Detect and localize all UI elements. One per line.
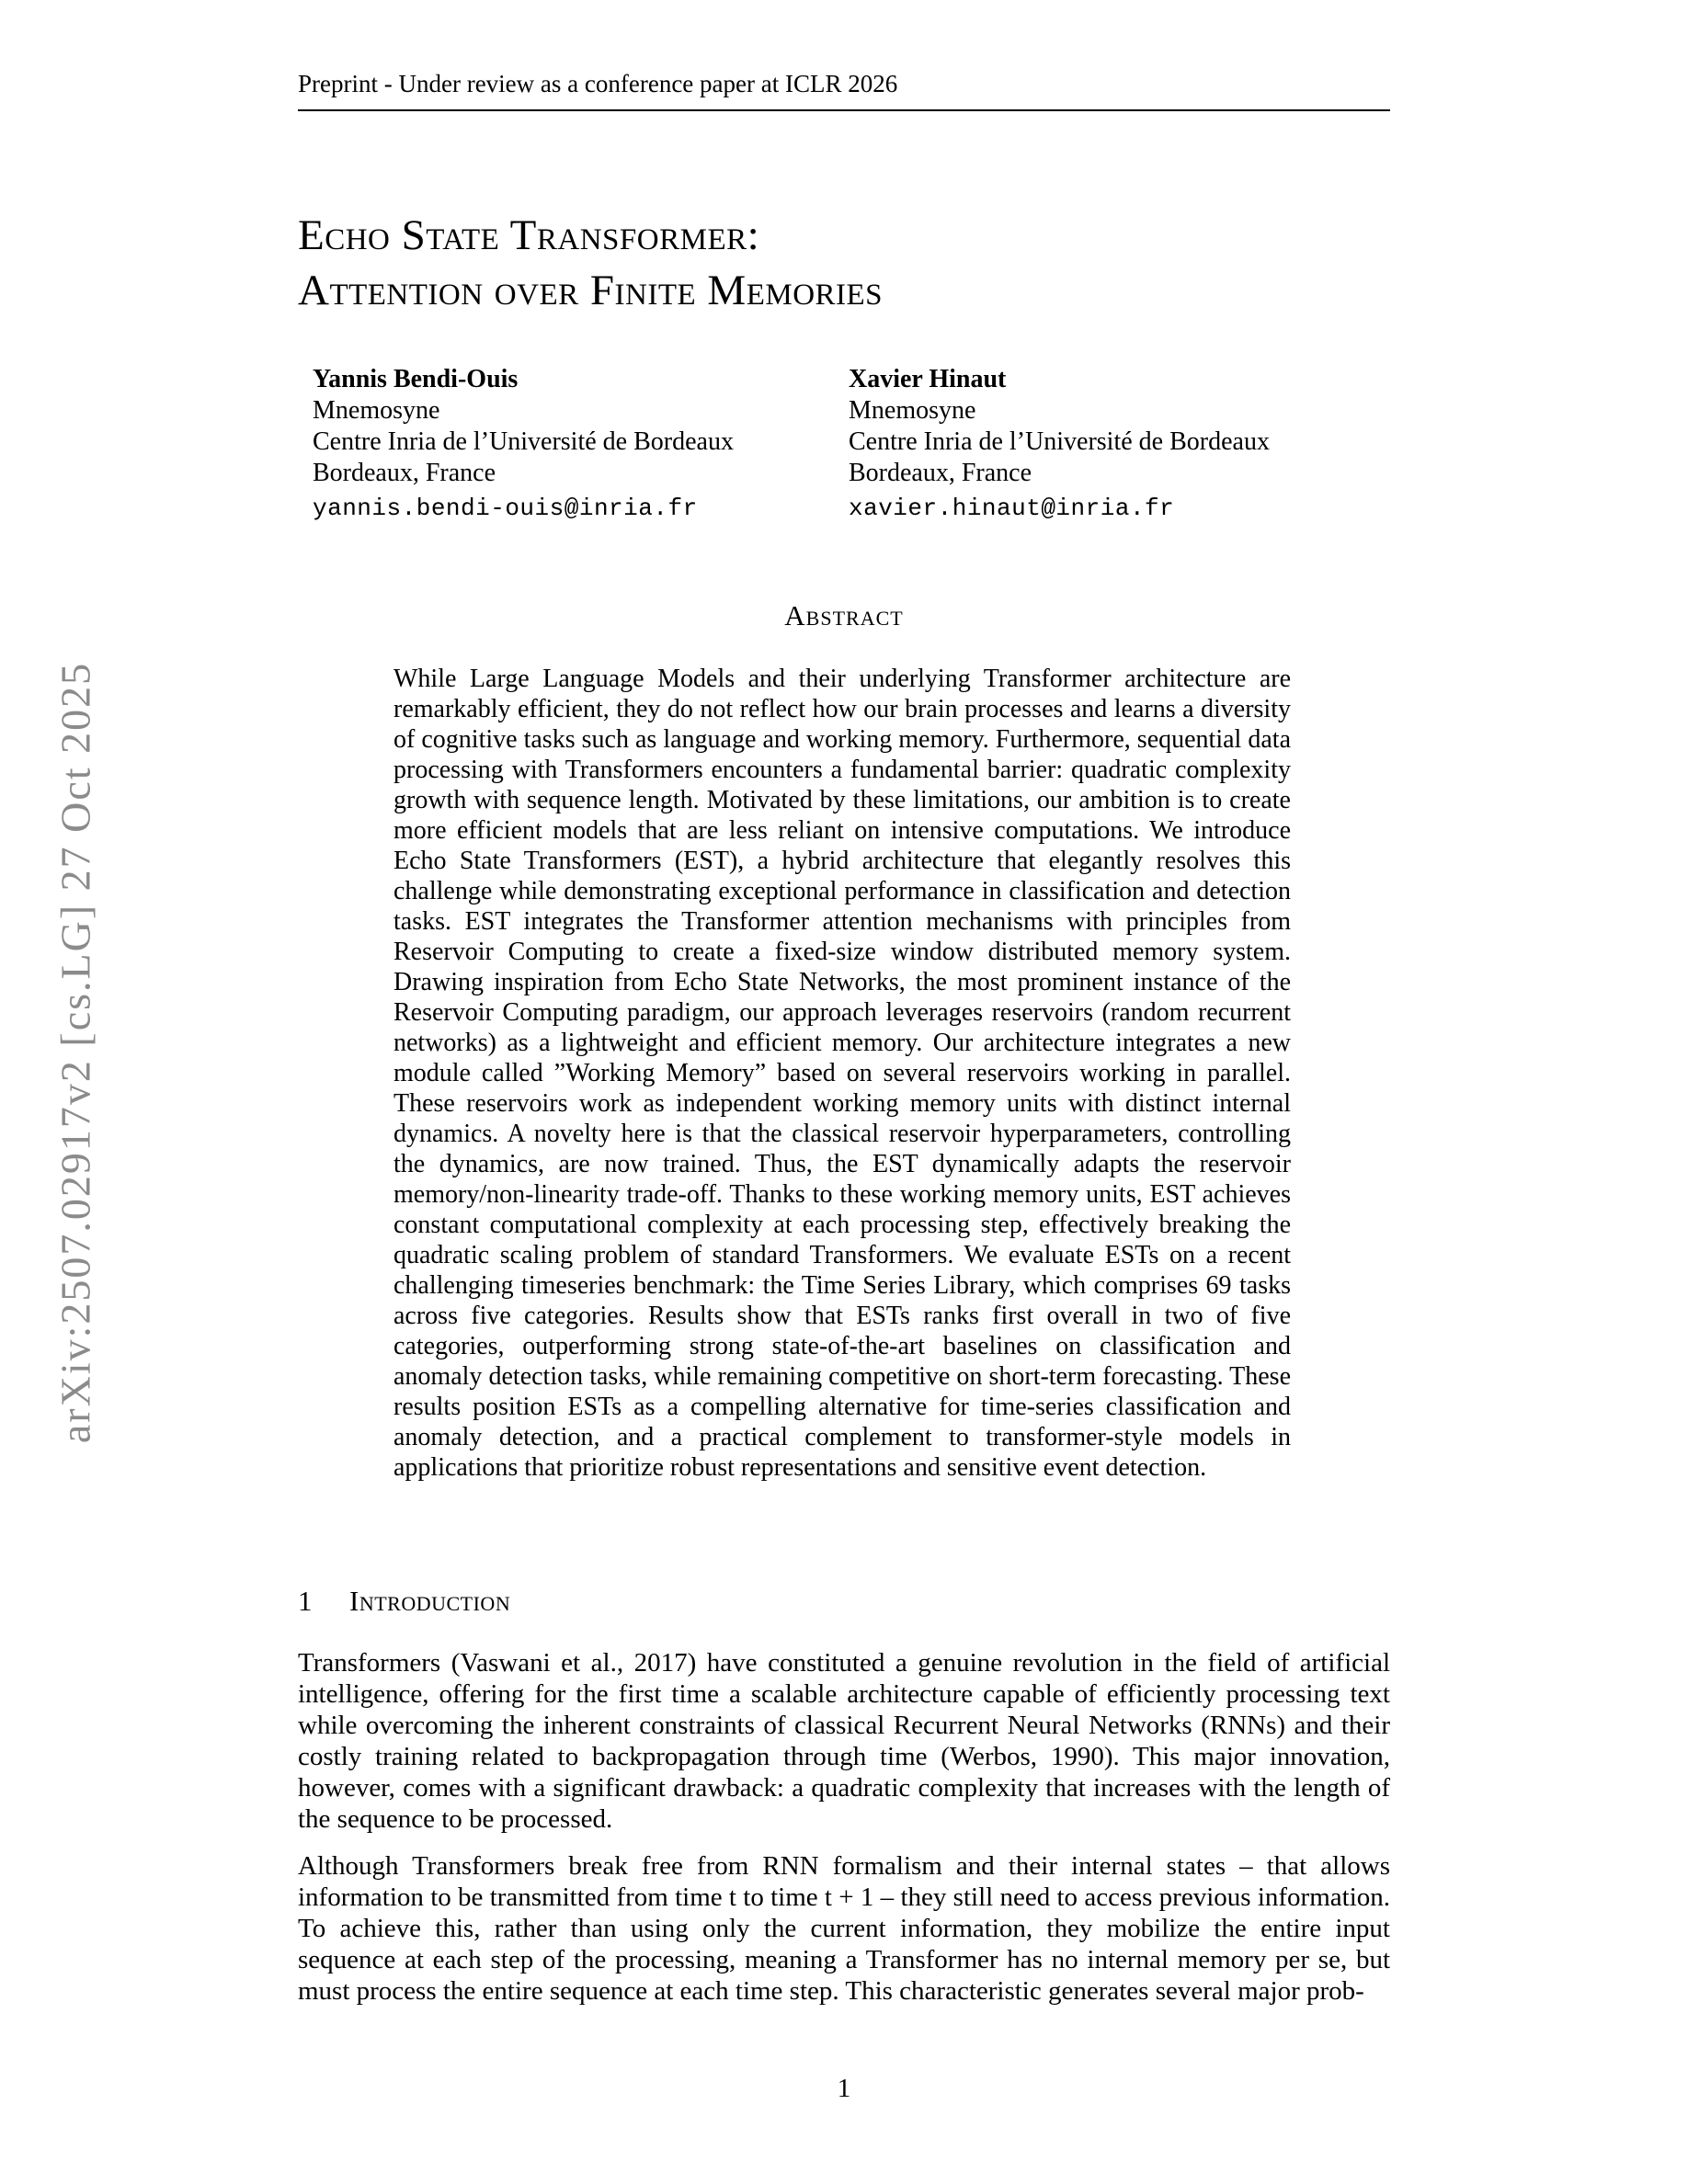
paper-title-line1: Echo State Transformer: [298, 211, 760, 259]
author-email: xavier.hinaut@inria.fr [849, 495, 1175, 522]
author-city: Bordeaux, France [313, 459, 496, 487]
introduction-paragraph-1: Transformers (Vaswani et al., 2017) have constituted a genuine revolution in the field of artificial intelligence, offering for the first time a scalable architecture capable of efficiently processing text while overcoming the inherent constraints of classical Recurrent Neural Networks (RNNs) and their costly training related to backpropagation through time (Werbos, 1990). This major innovation, however, comes with a significant drawback: a quadratic complexity that increases with the length of the sequence to be processed. [298, 1648, 1390, 1834]
author-email: yannis.bendi-ouis@inria.fr [313, 495, 698, 522]
author-name: Yannis Bendi-Ouis [313, 365, 519, 393]
introduction-paragraph-2: Although Transformers break free from RNN formalism and their internal states – that allows information to be transmitted from time t to time t + 1 – they still need to access previous information. To achieve this, rather than using only the current information, they mobilize the entire input sequence at each step of the processing, meaning a Transformer has no internal memory per se, but must process the entire sequence at each time step. This characteristic generates several major prob- [298, 1851, 1390, 2006]
author-lab: Mnemosyne [313, 396, 440, 425]
abstract-heading: Abstract [784, 599, 904, 631]
author-block-2 [849, 364, 1390, 524]
arxiv-watermark: arXiv:2507.02917v2 [cs.LG] 27 Oct 2025 [51, 661, 99, 1444]
abstract-text: While Large Language Models and their underlying Transformer architecture are remarkably efficient, they do not reflect how our brain processes and learns a diversity of cognitive tasks such as language and working memory. Furthermore, sequential data processing with Transformers encounters a fundamental barrier: quadratic complexity growth with sequence length. Motivated by these limitations, our ambition is to create more efficient models that are less reliant on intensive computations. We introduce Echo State Transformers (EST), a hybrid architecture that elegantly resolves this challenge while demonstrating exceptional performance in classification and detection tasks. EST integrates the Transformer attention mechanisms with principles from Reservoir Computing to create a fixed-size window distributed memory system. Drawing inspiration from Echo State Networks, the most prominent instance of the Reservoir Computing paradigm, our approach leverages reservoirs (random recurrent networks) as a lightweight and efficient memory. Our architecture integrates a new module called ”Working Memory” based on several reservoirs working in parallel. These reservoirs work as independent working memory units with distinct internal dynamics. A novelty here is that the classical reservoir hyperparameters, controlling the dynamics, are now trained. Thus, the EST dynamically adapts the reservoir memory/non-linearity trade-off. Thanks to these working memory units, EST achieves constant computational complexity at each processing step, effectively breaking the quadratic scaling problem of standard Transformers. We evaluate ESTs on a recent challenging timeseries benchmark: the Time Series Library, which comprises 69 tasks across five categories. Results show that ESTs ranks first overall in two of five categories, outperforming strong state-of-the-art baselines on classification and anomaly detection tasks, while remaining competitive on short-term forecasting. These results position ESTs as a compelling alternative for time-series classification and anomaly detection, and a practical complement to transformer-style models in applications that prioritize robust representations and sensitive event detection. [393, 665, 1291, 1482]
author-institution: Centre Inria de l’Université de Bordeaux [313, 427, 734, 456]
authors-row [298, 364, 1390, 524]
section-number: 1 [298, 1585, 313, 1617]
running-header: Preprint - Under review as a conference paper at ICLR 2026 [298, 70, 1390, 111]
introduction-body [298, 1647, 1390, 2022]
author-lab: Mnemosyne [849, 396, 976, 425]
author-institution: Centre Inria de l’Université de Bordeaux [849, 427, 1270, 456]
author-name: Xavier Hinaut [849, 365, 1007, 393]
paper-title [298, 208, 1390, 318]
paper-title-line2: Attention over Finite Memories [298, 267, 884, 314]
author-block-1 [313, 364, 849, 524]
section-title: Introduction [349, 1585, 511, 1617]
section-heading-introduction [298, 1585, 1390, 1618]
author-city: Bordeaux, France [849, 459, 1032, 487]
page-number: 1 [837, 2074, 851, 2103]
